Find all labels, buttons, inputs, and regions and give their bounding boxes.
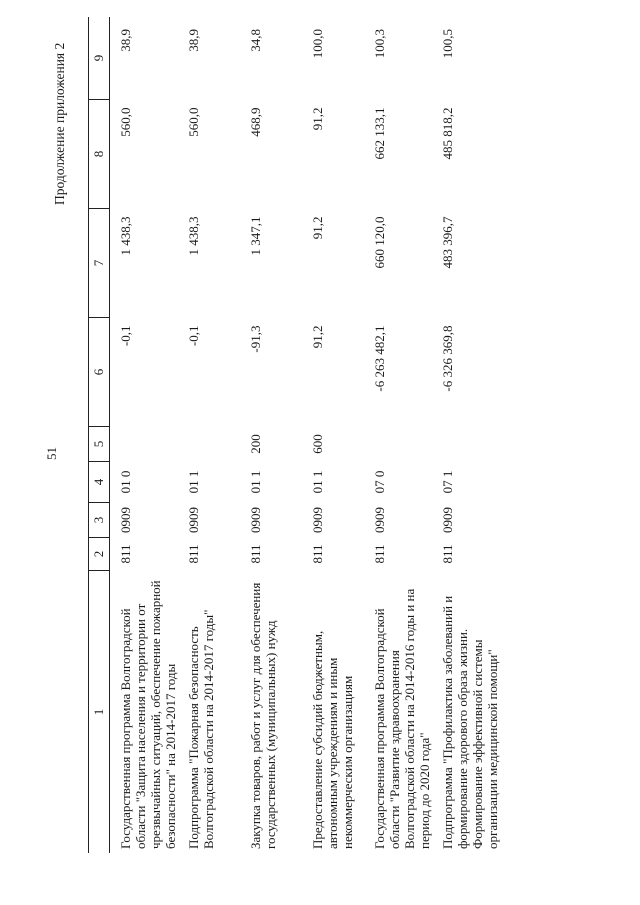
budget-table: [88, 17, 500, 853]
cell-col-4: 07 1: [440, 470, 455, 494]
column-header-5: 5: [89, 427, 110, 462]
cell-col-6: 91,2: [310, 325, 325, 349]
cell-col-2: 811: [372, 544, 387, 564]
cell-col-7: 1 438,3: [186, 216, 201, 256]
cell-col-7: 1 438,3: [118, 216, 133, 256]
page-number: 51: [44, 447, 59, 460]
cell-col-4: 01 0: [118, 470, 133, 494]
row-name: Государственная программа Волгоградской области "Развитие здравоохранения Волгоградской области на 2014-2016 годы и на период до 2020 года": [372, 588, 432, 849]
row-name: Подпрограмма "Профилактика заболеваний и формирование здорового образа жизни. Формирование эффективной системы организации медицинской помощи": [440, 595, 500, 849]
table-row: [178, 17, 240, 853]
cell-col-9: 38,9: [186, 29, 201, 52]
cell-col-5: [364, 427, 432, 462]
cell-col-5: 200: [248, 434, 263, 454]
cell-col-4: 07 0: [372, 470, 387, 494]
continuation-label: Продолжение приложения 2: [52, 42, 67, 205]
table-row: [364, 17, 432, 853]
cell-col-9: 38,9: [118, 29, 133, 52]
cell-col-3: 0909: [248, 507, 263, 533]
cell-col-2: 811: [248, 544, 263, 564]
cell-col-3: 0909: [372, 507, 387, 533]
cell-col-6: -6 326 369,8: [440, 325, 455, 392]
cell-col-8: 560,0: [118, 107, 133, 137]
column-header-7: 7: [89, 209, 110, 318]
cell-col-3: 0909: [118, 507, 133, 533]
table-row: [110, 17, 179, 853]
column-header-9: 9: [89, 17, 110, 100]
cell-col-4: 01 1: [310, 470, 325, 494]
column-header-8: 8: [89, 100, 110, 209]
cell-col-4: 01 1: [186, 470, 201, 494]
column-header-3: 3: [89, 503, 110, 538]
table-header-row: [89, 17, 110, 853]
cell-col-8: 485 818,2: [440, 107, 455, 160]
column-header-6: 6: [89, 318, 110, 427]
cell-col-8: 560,0: [186, 107, 201, 137]
cell-col-7: 1 347,1: [248, 216, 263, 256]
cell-col-9: 100,0: [310, 29, 325, 59]
cell-col-6: -91,3: [248, 325, 263, 353]
cell-col-5: 600: [310, 434, 325, 454]
cell-col-2: 811: [310, 544, 325, 564]
cell-col-8: 91,2: [310, 107, 325, 131]
cell-col-2: 811: [186, 544, 201, 564]
cell-col-9: 100,5: [440, 29, 455, 59]
cell-col-2: 811: [118, 544, 133, 564]
row-name: Подпрограмма "Пожарная безопасность Волгоградской области на 2014-2017 годы": [186, 609, 216, 849]
cell-col-4: 01 1: [248, 470, 263, 494]
cell-col-7: 483 396,7: [440, 216, 455, 269]
row-name: Предоставление субсидий бюджетным, автономным учреждениям и иным некоммерческим организациям: [310, 630, 355, 849]
table-row: [240, 17, 302, 853]
column-header-1: 1: [89, 571, 110, 854]
cell-col-5: [178, 427, 240, 462]
cell-col-3: 0909: [186, 507, 201, 533]
cell-col-5: [432, 427, 500, 462]
row-name: Закупка товаров, работ и услуг для обеспечения государственных (муниципальных) нужд: [248, 582, 278, 849]
cell-col-6: -0,1: [186, 325, 201, 347]
cell-col-7: 91,2: [310, 216, 325, 240]
cell-col-2: 811: [440, 544, 455, 564]
cell-col-7: 660 120,0: [372, 216, 387, 269]
cell-col-9: 34,8: [248, 29, 263, 52]
cell-col-3: 0909: [310, 507, 325, 533]
table-row: [432, 17, 500, 853]
cell-col-5: [110, 427, 179, 462]
column-header-4: 4: [89, 462, 110, 503]
cell-col-6: -0,1: [118, 325, 133, 347]
row-name: Государственная программа Волгоградской области "Защита населения и территории от чрезвычайных ситуаций, обеспечение пожарной безопасности" на 2014-2017 годы: [118, 580, 178, 849]
cell-col-9: 100,3: [372, 29, 387, 59]
cell-col-6: -6 263 482,1: [372, 325, 387, 392]
cell-col-8: 662 133,1: [372, 107, 387, 160]
column-header-2: 2: [89, 538, 110, 571]
cell-col-3: 0909: [440, 507, 455, 533]
cell-col-8: 468,9: [248, 107, 263, 137]
table-row: [302, 17, 364, 853]
